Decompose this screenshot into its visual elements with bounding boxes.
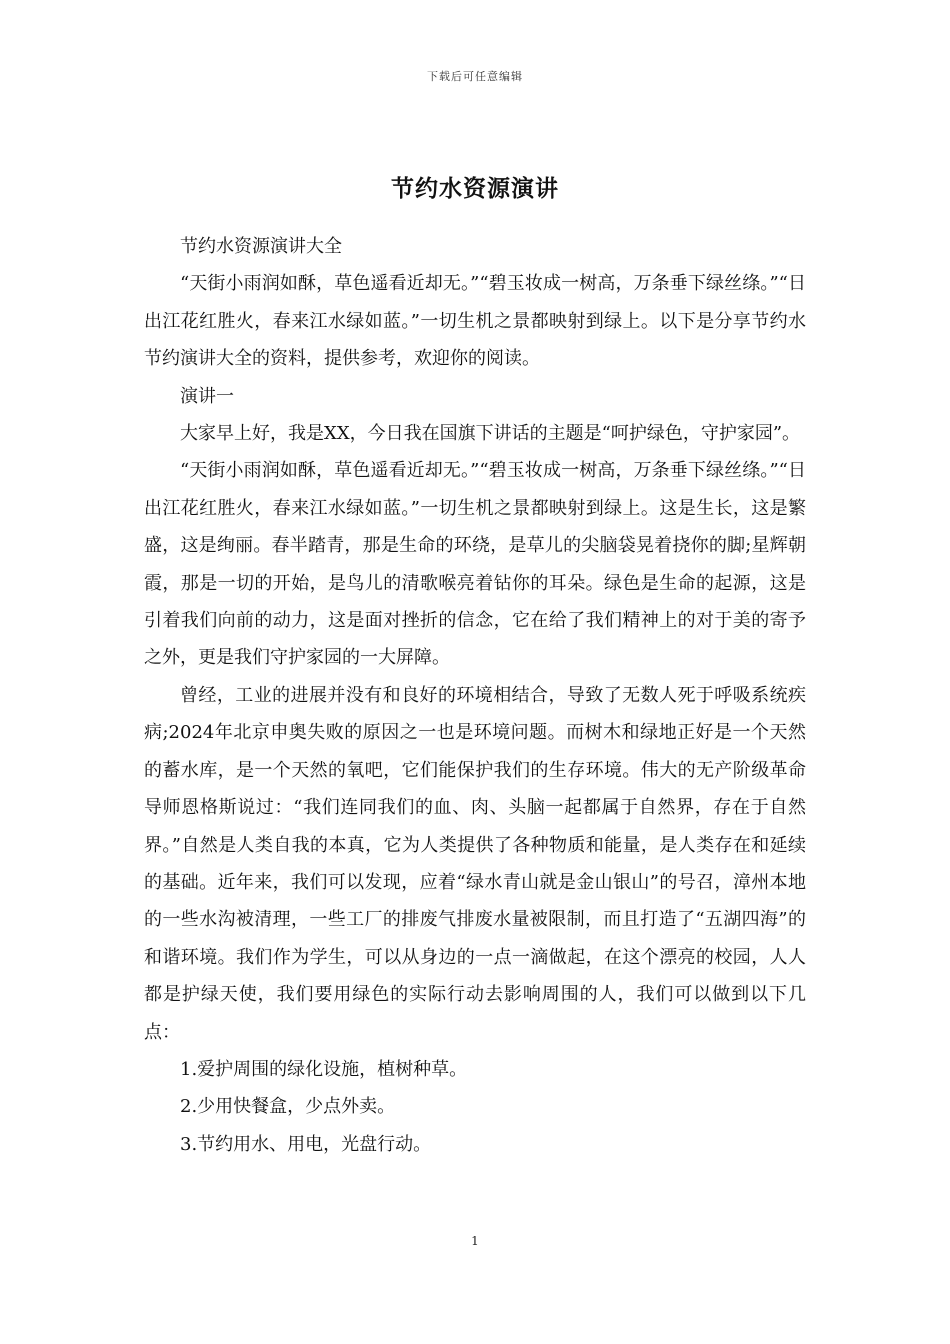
section-heading: 节约水资源演讲大全 (180, 236, 342, 257)
list-item: 2.少用快餐盒，少点外卖。 (180, 1096, 396, 1118)
list-item: 3.节约用水、用电，光盘行动。 (180, 1133, 432, 1155)
page-number: 1 (471, 1234, 479, 1248)
list-item: 1.爱护周围的绿化设施，植树种草。 (180, 1058, 468, 1080)
document-body (144, 228, 806, 1163)
document-title: 节约水资源演讲 (391, 175, 559, 203)
header-note: 下载后可任意编辑 (427, 70, 523, 83)
intro-paragraph: “天街小雨润如酥，草色遥看近却无。”“碧玉妆成一树高，万条垂下绿丝绦。”“日出江花红胜火，春来江水绿如蓝。”一切生机之景都映射到绿上。以下是分享节约水节约演讲大全的资料，提供参考，欢迎你的阅读。 (144, 273, 806, 370)
speech-heading: 演讲一 (180, 385, 234, 407)
poem-paragraph: “天街小雨润如酥，草色遥看近却无。”“碧玉妆成一树高，万条垂下绿丝绦。”“日出江花红胜火，春来江水绿如蓝。”一切生机之景都映射到绿上。这是生长，这是繁盛，这是绚丽。春半踏青，那是生命的环绕，是草儿的尖脑袋晃着挠你的脚;星辉朝霞，那是一切的开始，是鸟儿的清歌喉亮着钻你的耳朵。绿色是生命的起源，这是引着我们向前的动力，这是面对挫折的信念，它在给了我们精神上的对于美的寄予之外，更是我们守护家园的一大屏障。 (144, 460, 806, 669)
greeting-paragraph: 大家早上好，我是XX，今日我在国旗下讲话的主题是“呵护绿色，守护家园”。 (180, 423, 801, 445)
body-paragraph: 曾经，工业的进展并没有和良好的环境相结合，导致了无数人死于呼吸系统疾病;2024年北京申奥失败的原因之一也是环境问题。而树木和绿地正好是一个天然的蓄水库，是一个天然的氧吧，它们能保护我们的生存环境。伟大的无产阶级革命导师恩格斯说过：“我们连同我们的血、肉、头脑一起都属于自然界，存在于自然界。”自然是人类自我的本真，它为人类提供了各种物质和能量，是人类存在和延续的基础。近年来，我们可以发现，应着“绿水青山就是金山银山”的号召，漳州本地的一些水沟被清理，一些工厂的排废气排废水量被限制，而且打造了“五湖四海”的和谐环境。我们作为学生，可以从身边的一点一滴做起，在这个漂亮的校园，人人都是护绿天使，我们要用绿色的实际行动去影响周围的人，我们可以做到以下几点： (144, 684, 806, 1043)
